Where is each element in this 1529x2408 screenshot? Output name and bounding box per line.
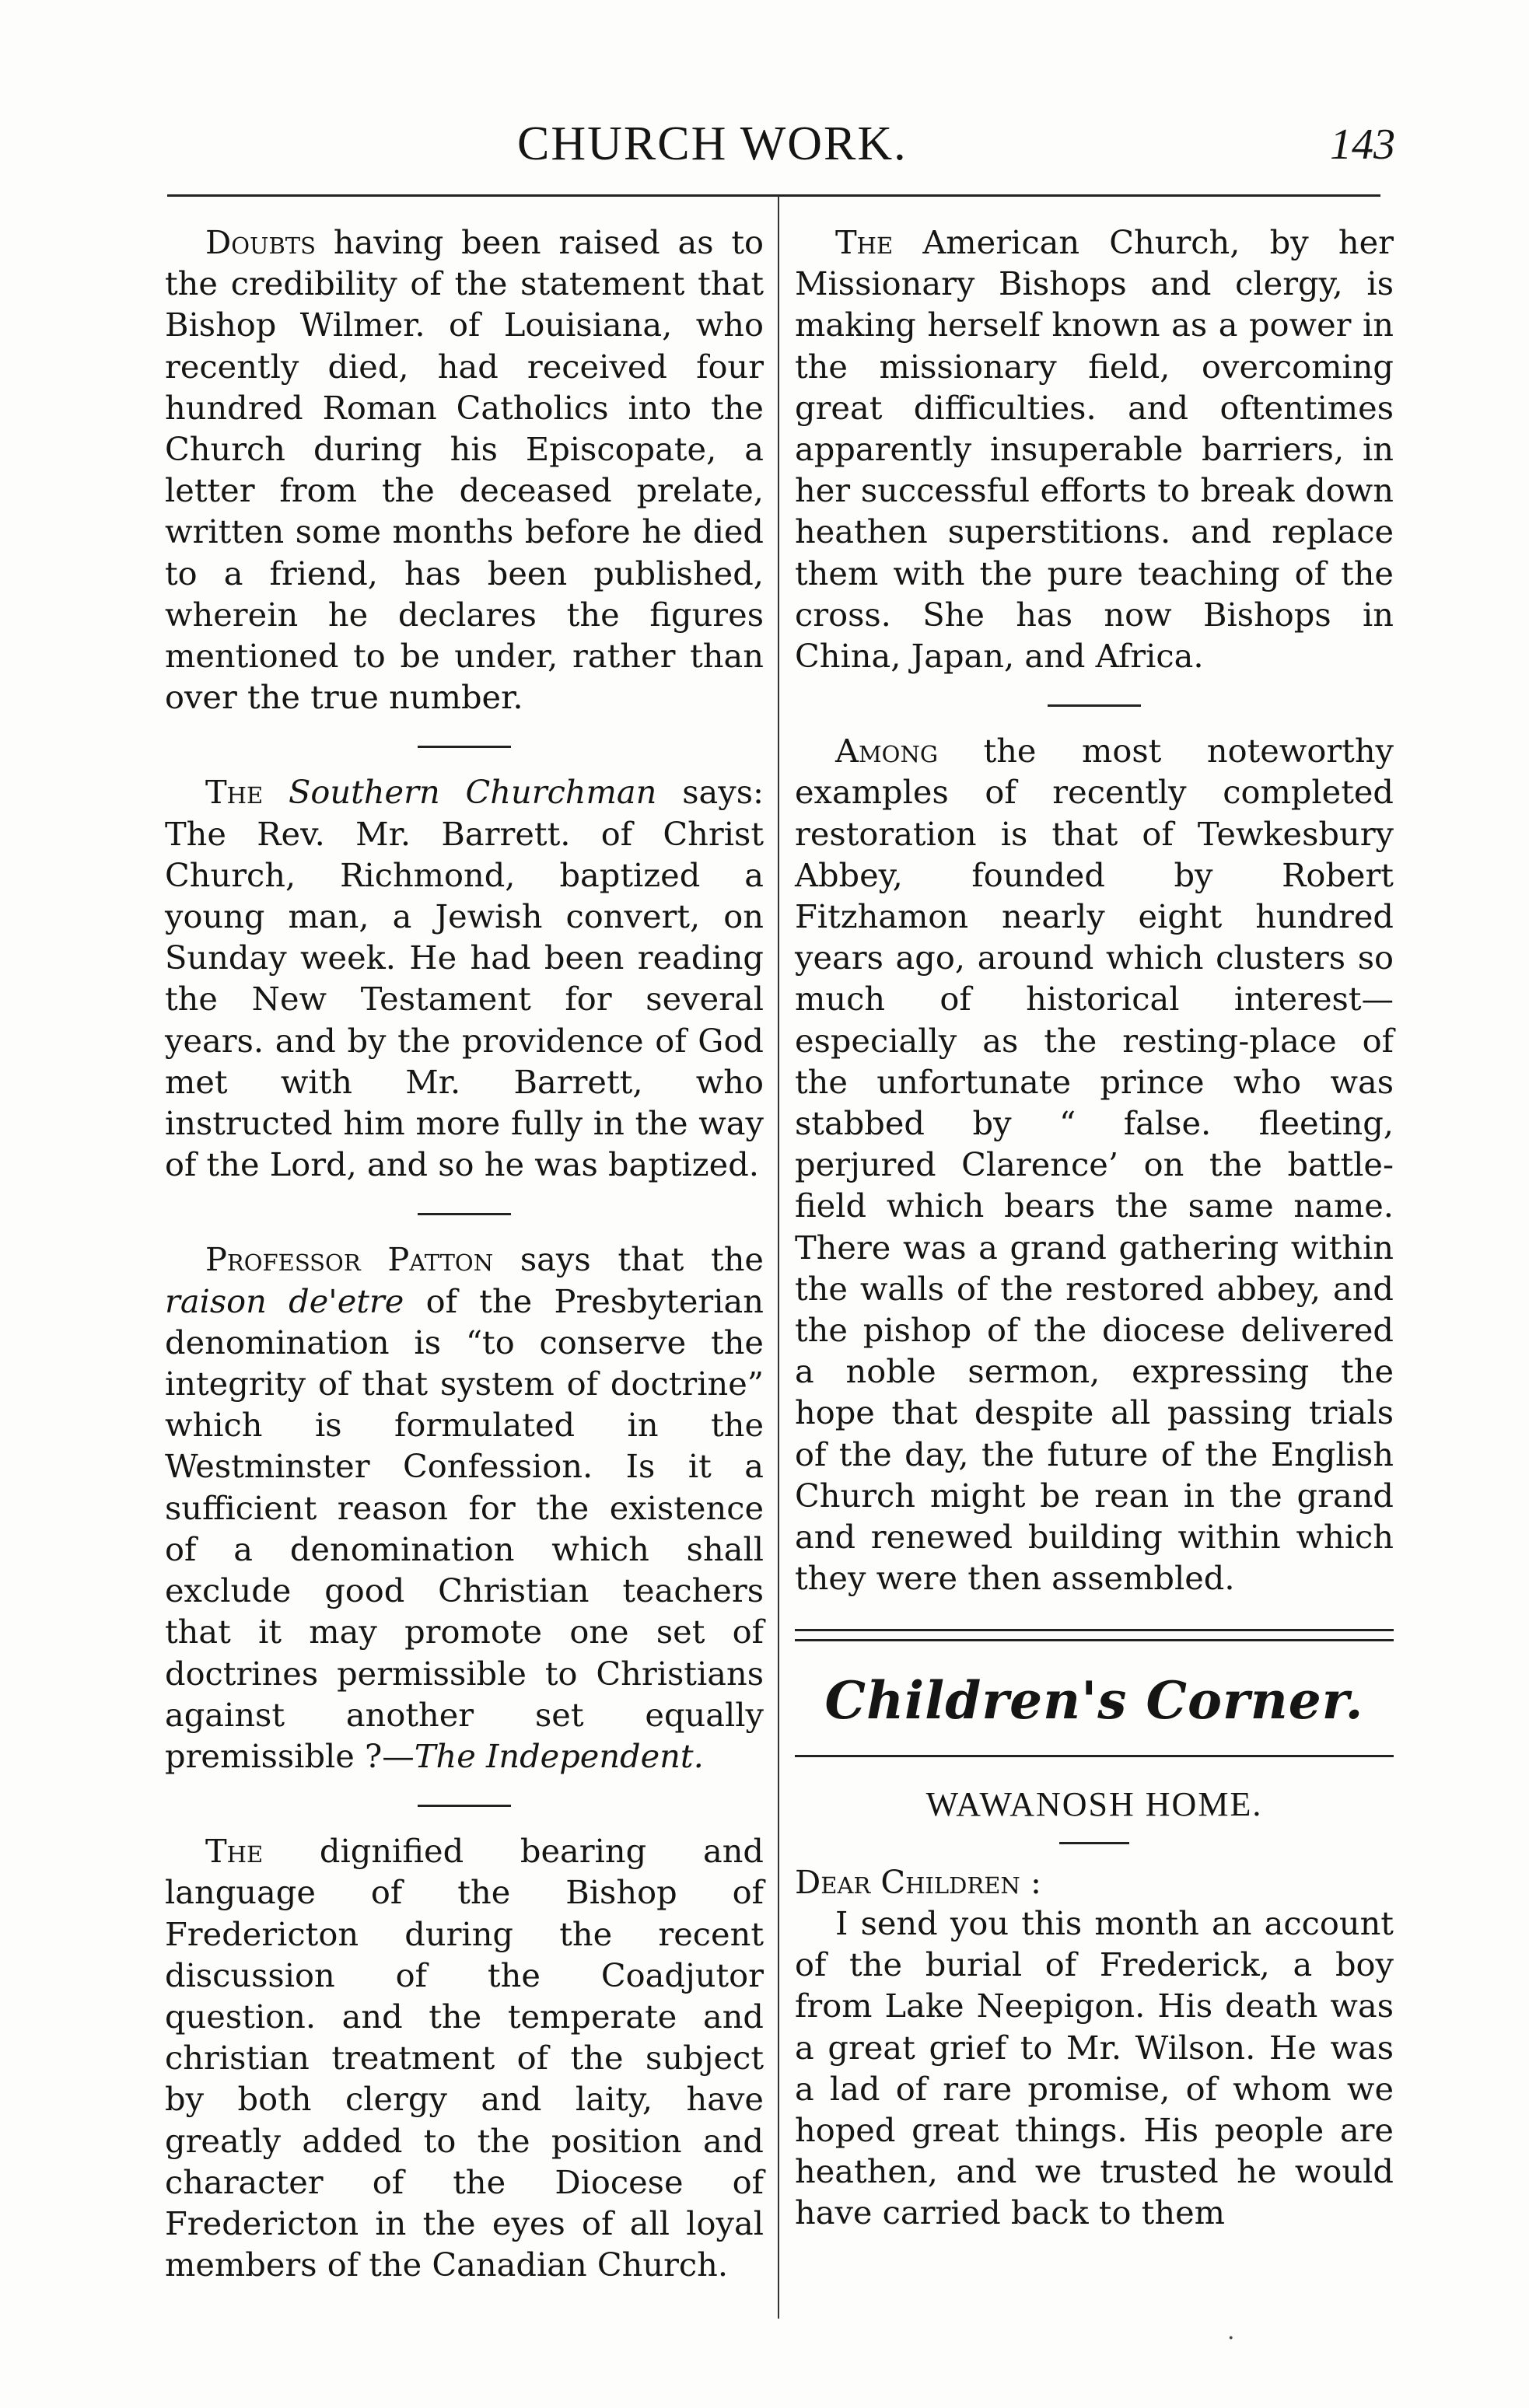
page-number: 143 (1330, 121, 1395, 169)
left-column (165, 222, 764, 2285)
paragraph-doubts (165, 222, 764, 718)
running-head (0, 117, 1529, 179)
paragraph-text: says that the (493, 1240, 764, 1279)
section-separator (1048, 704, 1141, 707)
section-separator (1059, 1842, 1129, 1844)
salutation: Dear Children : (795, 1862, 1041, 1901)
source-citation: The Independent. (414, 1736, 704, 1775)
paragraph-text: of the Presbyterian denomination is “to conserve the integrity of that system of doctrine” which is formulated in the Westminster Confession. Is it a sufficient reason for the existence of a denomination which shall exclude good Christian teachers that it may promote one set of doctrines permissible to Christians against another set equally premissible ?— (165, 1281, 764, 1775)
column-divider (778, 196, 779, 2319)
paragraph-lead: The (205, 773, 264, 812)
header-rule (167, 194, 1380, 197)
corner-heading-rule (795, 1755, 1394, 1757)
section-separator (418, 1805, 511, 1807)
stray-print-mark: · (1227, 2325, 1235, 2352)
paragraph-letter: I send you this month an account of the burial of Frederick, a boy from Lake Neepigon. His death was a great grief to Mr. Wilson. He was a lad of rare promise, of whom we hoped great things. His people are heathen, and we trusted he would have carried back to them (795, 1903, 1394, 2232)
section-separator (418, 746, 511, 748)
running-title: CHURCH WORK. (517, 117, 908, 170)
section-double-rule (795, 1629, 1394, 1641)
paragraph-lead: Among (835, 732, 938, 771)
italic-phrase: raison de'etre (165, 1281, 404, 1320)
publication-title: Southern Churchman (289, 773, 657, 812)
paragraph-lead: Doubts (205, 223, 317, 261)
paragraph-fredericton (165, 1830, 764, 2285)
paragraph-lead: Professor Patton (205, 1240, 494, 1279)
paragraph-lead: The (835, 223, 894, 261)
paragraph-lead: The (205, 1832, 264, 1871)
paragraph-text: having been raised as to the credibility of the statement that Bishop Wilmer. of Louisiana, who recently died, had received four hundred Roman Catholics into the Church during his Episcopate, a letter from the deceased prelate, written some months before he died to a friend, has been published, wherein he declares the figures mentioned to be under, rather than over the true number. (165, 223, 764, 717)
wawanosh-home-title: WAWANOSH HOME. (925, 1784, 1263, 1823)
paragraph-tewkesbury (795, 730, 1394, 1599)
paragraph-text: says: The Rev. Mr. Barrett. of Christ Church, Richmond, baptized a young man, a Jewish convert, on Sunday week. He had been reading the New Testament for several years. and by the providence of God met with Mr. Barrett, who instructed him more fully in the way of the Lord, and so he was baptized. (165, 773, 764, 1184)
section-separator (418, 1213, 511, 1215)
paragraph-professor-patton (165, 1239, 764, 1777)
paragraph-text: American Church, by her Missionary Bishops and clergy, is making herself known as a power in the missionary field, overcoming great difficulties. and oftentimes apparently insuperable barriers, in her successful efforts to break down heathen superstitions. and replace them with the pure teaching of the cross. She has now Bishops in China, Japan, and Africa. (795, 223, 1394, 676)
childrens-corner-heading: Children's Corner. (824, 1669, 1364, 1731)
right-column (795, 222, 1394, 2234)
paragraph-american-church (795, 222, 1394, 676)
paragraph-text: dignified bearing and language of the Bishop of Fredericton during the recent discussion of the Coadjutor question. and the temperate and christian treatment of the subject by both clergy and laity, have greatly added to the position and character of the Diocese of Fredericton in the eyes of all loyal members of the Canadian Church. (165, 1832, 764, 2284)
paragraph-southern-churchman (165, 771, 764, 1185)
paragraph-text: the most noteworthy examples of recently completed restoration is that of Tewkesbury Abbey, founded by Robert Fitzhamon nearly eight hundred years ago, around which clusters so much of historical interest—especially as the resting-place of the unfortunate prince who was stabbed by “ false. fleeting, perjured Clarence’ on the battle-field which bears the same name. There was a grand gathering within the walls of the restored abbey, and the pishop of the diocese delivered a noble sermon, expressing the hope that despite all passing trials of the day, the future of the English Church might be rean in the grand and renewed building within which they were then assembled. (795, 732, 1394, 1598)
